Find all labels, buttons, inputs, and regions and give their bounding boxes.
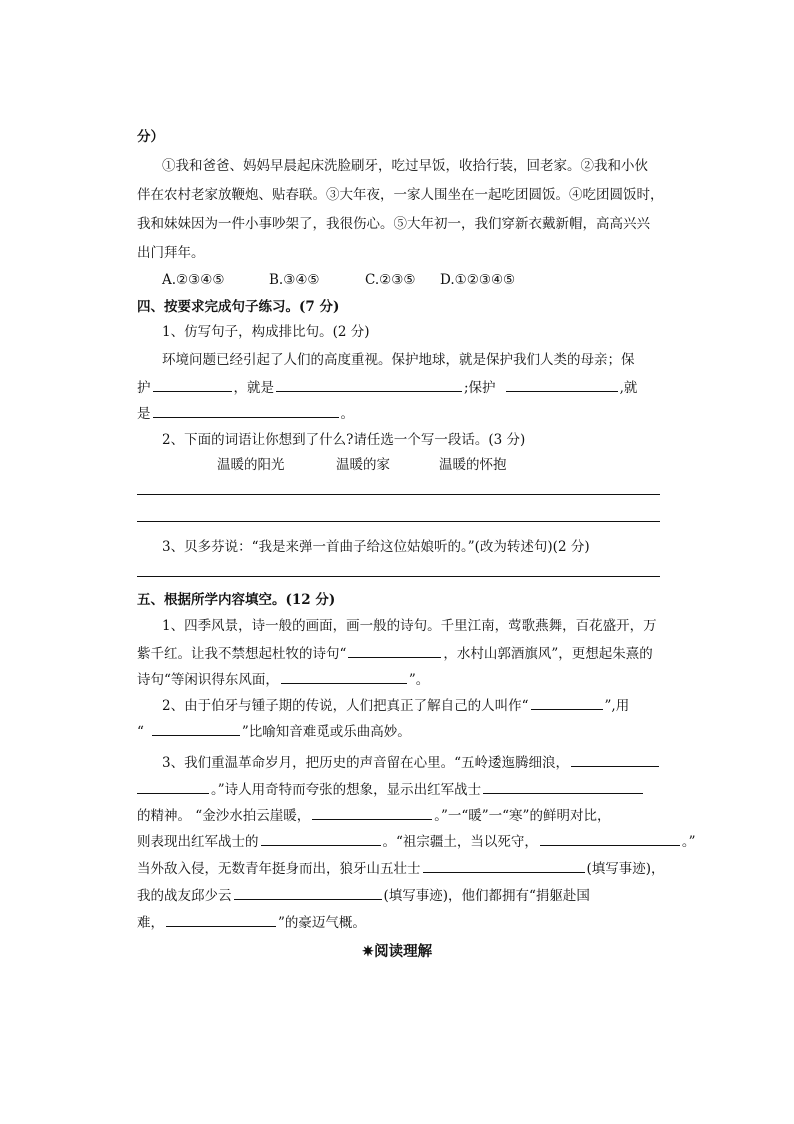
blank-parallel-1[interactable] (153, 377, 232, 392)
s5-p2-line1: 2、由于伯牙与锺子期的传说，人们把真正了解自己的人叫作“ ”,用 (162, 695, 794, 716)
s5-p1-line1: 1、四季风景，诗一般的画面，画一般的诗句。千里江南，莺歌燕舞，百花盛开，万 (162, 618, 657, 634)
blank-parallel-4[interactable] (153, 403, 339, 418)
passage-line-1: ①我和爸爸、妈妈早晨起床洗脸刷牙，吃过早饭，收拾行装，回老家。②我和小伙 (162, 158, 648, 174)
s4-q1-line3: 是 。 (137, 403, 794, 424)
blank-juanqu[interactable] (166, 912, 276, 927)
s4-q1-label: 1、仿写句子，构成排比句。(2 分) (162, 324, 370, 340)
option-c[interactable]: C.②③⑤ (365, 272, 416, 288)
word-option-1: 温暖的阳光 (217, 457, 285, 473)
blank-parallel-2[interactable] (276, 377, 462, 392)
answer-line-1[interactable] (137, 494, 660, 495)
option-a[interactable]: A.②③④⑤ (162, 272, 225, 288)
blank-dumu-poem[interactable] (348, 643, 441, 658)
option-b[interactable]: B.③④⑤ (269, 272, 320, 288)
q3-tail: 分） (137, 129, 164, 145)
s5-p3-line2: 。”诗人用奇特而夸张的想象，显示出红军战士 (137, 779, 794, 800)
blank-changzheng-2[interactable] (312, 805, 432, 820)
reading-section-heading: ✷阅读理解 (361, 943, 433, 960)
answer-line-2[interactable] (137, 521, 660, 522)
blank-idiom[interactable] (152, 721, 240, 736)
blank-spirit[interactable] (483, 779, 643, 794)
blank-changzheng-1b[interactable] (137, 779, 209, 794)
s4-q2-label: 2、下面的词语让你想到了什么?请任选一个写一段话。(3 分) (162, 432, 526, 448)
passage-line-2: 伴在农村老家放鞭炮、贴春联。③大年夜，一家人围坐在一起吃团圆饭。④吃团圆饭时， (137, 187, 664, 203)
s5-p3-line6: 我的战友邱少云 (填写事迹)，他们都拥有“捐躯赴国 (137, 885, 794, 906)
s5-p3-line5: 当外敌入侵，无数青年挺身而出，狼牙山五壮士 (填写事迹)， (137, 858, 794, 879)
blank-langyashan[interactable] (423, 858, 585, 873)
blank-zhuxi-poem[interactable] (281, 669, 407, 684)
passage-line-3: 我和妹妹因为一件小事吵架了，我很伤心。⑤大年初一，我们穿新衣戴新帽，高高兴兴 (137, 216, 650, 232)
passage-line-4: 出门拜年。 (137, 245, 205, 261)
word-option-3: 温暖的怀抱 (439, 457, 507, 473)
word-option-2: 温暖的家 (336, 457, 390, 473)
blank-zuzong[interactable] (540, 831, 680, 846)
s4-q1-line1: 环境问题已经引起了人们的高度重视。保护地球，就是保护我们人类的母亲；保 (162, 352, 635, 368)
blank-qiushaoyun[interactable] (234, 885, 382, 900)
s4-q2-words (217, 455, 794, 475)
blank-changzheng-1[interactable] (571, 752, 659, 767)
section-5-heading: 五、根据所学内容填空。(12 分) (137, 592, 336, 608)
s5-p3-line1: 3、我们重温革命岁月，把历史的声音留在心里。“五岭逶迤腾细浪， (162, 752, 794, 773)
q3-options (162, 270, 794, 290)
s5-p1-line2: 紫千红。让我不禁想起杜牧的诗句“ ，水村山郭酒旗风”，更想起朱熹的 (137, 643, 794, 664)
s5-p1-line3: 诗句“等闲识得东风面， ”。 (137, 669, 794, 690)
section-4-heading: 四、按要求完成句子练习。(7 分) (137, 299, 340, 315)
blank-zhiyin[interactable] (531, 695, 603, 710)
s5-p3-line3: 的精神。 “金沙水拍云崖暖， 。”一“暖”一“寒”的鲜明对比， (137, 805, 794, 826)
blank-parallel-3[interactable] (506, 377, 618, 392)
s4-q3-label: 3、贝多芬说：“我是来弹一首曲子给这位姑娘听的。”(改为转述句)(2 分) (162, 539, 590, 555)
s5-p3-line7: 难， ”的豪迈气概。 (137, 912, 794, 933)
answer-line-3[interactable] (137, 576, 660, 577)
blank-contrast[interactable] (261, 831, 381, 846)
s5-p3-line4: 则表现出红军战士的 。“祖宗疆土，当以死守， 。” (137, 831, 794, 852)
s4-q1-line2: 护 ，就是 ;保护 ,就 (137, 377, 794, 398)
s5-p2-line2: “ ”比喻知音难觅或乐曲高妙。 (137, 721, 794, 742)
option-d[interactable]: D.①②③④⑤ (440, 272, 516, 288)
